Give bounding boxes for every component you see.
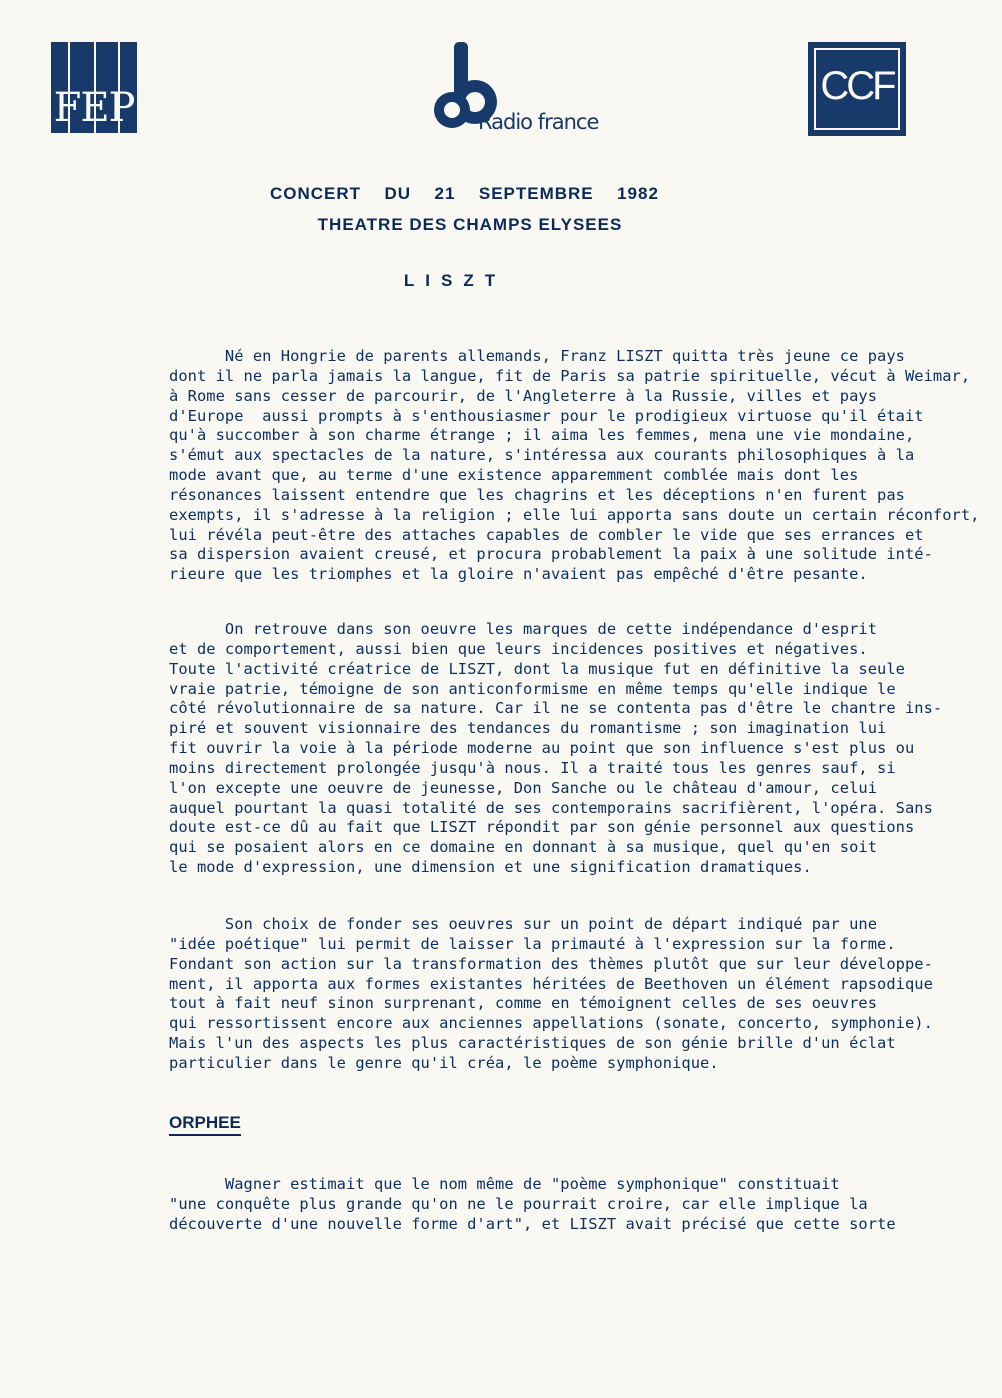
composer-heading: LISZT	[403, 271, 507, 290]
paragraph-oeuvre: On retrouve dans son oeuvre les marques de cette indépendance d'esprit et de comportement, aussi bien que leurs incidences positives et négatives. Toute l'activité créatrice de LISZT, dont la musique fut en définitive la seule vraie patrie, témoigne de son anticonformisme en même temps qu'elle indique le côté révolutionnaire de sa nature. Car il ne se contenta pas d'être le chantre ins- piré et souvent visionnaire des tendances du romantisme ; son imagination lui fit ouvrir la voie à la période moderne au point que son influence s'est plus ou moins directement prolongée jusqu'à nous. Il a traité tous les genres sauf, si l'on excepte une oeuvre de jeunesse, Don Sanche ou le château d'amour, celui auquel pourtant la quasi totalité de ses contemporains sacrifièrent, l'opéra. Sans doute est-ce dû au fait que LISZT répondit par son génie personnel aux questions qui se posaient alors en ce domaine en donnant à sa musique, quel qu'en soit le mode d'expression, une dimension et une signification dramatiques.	[169, 620, 943, 877]
paragraph-wagner: Wagner estimait que le nom même de "poème symphonique" constituait "une conquête plus grande qu'on ne le pourrait croire, car elle implique la découverte d'une nouvelle forme d'art", et LISZT avait précisé que cette sorte	[169, 1175, 896, 1233]
concert-date-heading: CONCERT DU 21 SEPTEMBRE 1982	[270, 184, 659, 203]
paragraph-poeme-symphonique: Son choix de fonder ses oeuvres sur un point de départ indiqué par une "idée poétique" lui permit de laisser la primauté à l'expression sur la forme. Fondant son action sur la transformation des thèmes plutôt que sur leur développe- ment, il apporta aux formes existantes héritées de Beethoven un élément rapsodique tout à fait neuf sinon surprenant, comme en témoignent celles de ses oeuvres qui ressortissent encore aux anciennes appellations (sonate, concerto, symphonie). Mais l'un des aspects les plus caractéristiques de son génie brille d'un éclat particulier dans le genre qu'il créa, le poème symphonique.	[169, 915, 933, 1072]
fep-logo	[51, 42, 137, 133]
venue-heading: THEATRE DES CHAMPS ELYSEES	[317, 215, 623, 234]
radio-france-logo-text: Radio france	[478, 110, 599, 134]
ccf-logo	[808, 42, 906, 136]
radio-france-logo	[430, 40, 610, 136]
paragraph-biography: Né en Hongrie de parents allemands, Franz LISZT quitta très jeune ce pays dont il ne parla jamais la langue, fit de Paris sa patrie spirituelle, vécut à Weimar, à Rome sans cesser de parcourir, de l'Angleterre à la Russie, villes et pays d'Europe aussi prompts à s'enthousiasmer pour le prodigieux virtuose qu'il était qu'à succomber à son charme étrange ; il aima les femmes, mena une vie mondaine, s'émut aux spectacles de la nature, s'intéressa aux courants philosophiques à la mode avant que, au terme d'une existence apparemment comblée mais dont les résonances laissent entendre que les chagrins et les déceptions n'en furent pas exempts, il s'adresse à la religion ; elle lui apporta sans doute un certain réconfort, lui révéla peut-être des attaches capables de combler le vide que ses errances et sa dispersion avaient creusé, et procura probablement la paix à une solitude inté- rieure que les triomphes et la gloire n'avaient pas empêché d'être pesante.	[169, 347, 980, 584]
fep-logo-text: FEP	[53, 85, 135, 131]
section-title-orphee: ORPHEE	[169, 1113, 241, 1136]
ccf-logo-text: CCF	[820, 64, 894, 108]
